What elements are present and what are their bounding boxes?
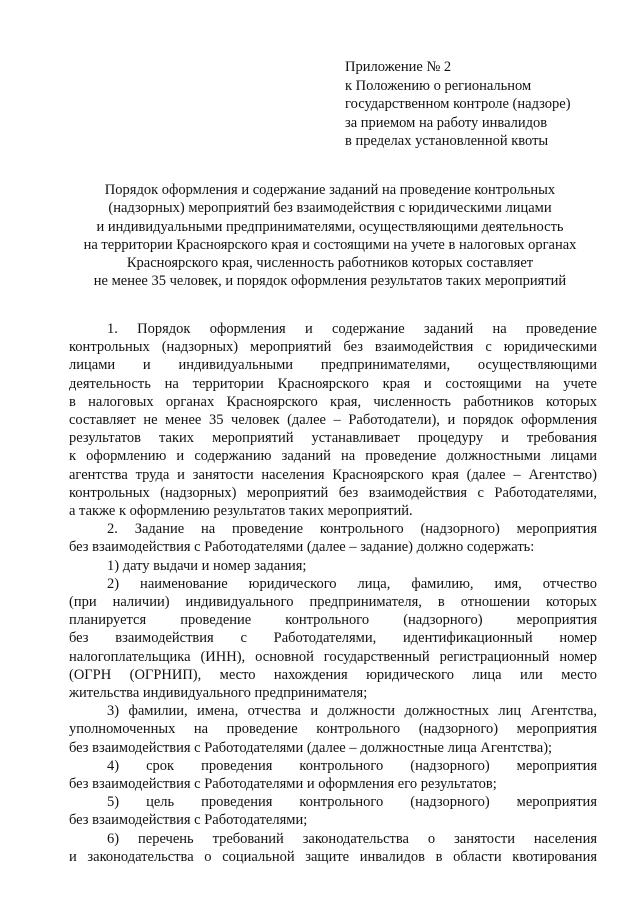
text-line: лицами и индивидуальными предпринимателями, осуществляющими	[69, 357, 597, 374]
text-line: 2) наименование юридического лица, фамилию, имя, отчество	[107, 575, 597, 592]
title-line: на территории Красноярского края и состоящими на учете в налоговых органах	[83, 236, 577, 253]
appendix-header	[345, 58, 571, 151]
text-line: составляет не менее 35 человек (далее – Работодатели), и порядок оформления	[69, 412, 597, 429]
text-line: жительства индивидуального предпринимателя;	[69, 685, 368, 702]
text-line: 6) перечень требований законодательства о занятости населения	[107, 830, 597, 847]
list-item-3	[69, 702, 597, 757]
text-line: деятельность на территории Красноярского края и состоящими на учете	[69, 375, 597, 392]
text-line: 5) цель проведения контрольного (надзорного) мероприятия	[107, 794, 597, 811]
appendix-line: к Положению о региональном	[345, 77, 532, 94]
text-line: без взаимодействия с Работодателями и оформления его результатов;	[69, 776, 497, 793]
paragraph-1	[69, 320, 597, 520]
text-line: контрольных (надзорных) мероприятий без взаимодействия с юридическими	[69, 339, 597, 356]
title-line: и индивидуальными предпринимателями, осуществляющими деятельность	[96, 218, 564, 235]
title-line: (надзорных) мероприятий без взаимодействия с юридическими лицами	[108, 200, 552, 217]
text-line: налогоплательщика (ИНН), основной государственный регистрационный номер	[69, 648, 597, 665]
document-body	[69, 320, 597, 866]
text-line: агентства труда и занятости населения Красноярского края (далее – Агентство)	[69, 466, 597, 483]
text-line: результатов таких мероприятий устанавливает процедуру и требования	[69, 430, 597, 447]
text-line: планируется проведение контрольного (надзорного) мероприятия	[69, 612, 597, 629]
title-line: не менее 35 человек, и порядок оформления результатов таких мероприятий	[93, 273, 567, 290]
list-item-4	[69, 757, 597, 793]
list-item-1	[69, 557, 597, 575]
text-line: 3) фамилии, имена, отчества и должности должностных лиц Агентства,	[107, 703, 597, 720]
text-line: (при наличии) индивидуального предпринимателя, в отношении которых	[69, 594, 597, 611]
text-line: 1) дату выдачи и номер задания;	[107, 557, 307, 574]
appendix-line: за приемом на работу инвалидов	[345, 114, 548, 131]
appendix-line: государственном контроле (надзоре)	[345, 96, 571, 112]
text-line: без взаимодействия с Работодателями (далее – задание) должно содержать:	[69, 539, 535, 556]
list-item-5	[69, 793, 597, 829]
paragraph-2	[69, 520, 597, 556]
text-line: (ОГРН (ОГРНИП), место нахождения юридического лица или место	[69, 666, 597, 683]
title-line: Порядок оформления и содержание заданий на проведение контрольных	[104, 182, 556, 198]
text-line: без взаимодействия с Работодателями, идентификационный номер	[69, 630, 597, 647]
list-item-2	[69, 575, 597, 702]
text-line: и законодательства о социальной защите инвалидов в области квотирования	[69, 848, 597, 865]
text-line: к оформлению и содержанию заданий на проведение должностными лицами	[69, 448, 597, 465]
text-line: 1. Порядок оформления и содержание заданий на проведение	[107, 321, 597, 337]
text-line: без взаимодействия с Работодателями;	[69, 812, 308, 829]
list-item-6	[69, 830, 597, 866]
title-line: Красноярского края, численность работников которых составляет	[126, 255, 534, 272]
text-line: контрольных (надзорных) мероприятий без взаимодействия с Работодателями,	[69, 484, 597, 501]
text-line: без взаимодействия с Работодателями (далее – должностные лица Агентства);	[69, 739, 553, 756]
text-line: 2. Задание на проведение контрольного (надзорного) мероприятия	[107, 521, 597, 538]
text-line: в налоговых органах Красноярского края, численность работников которых	[69, 393, 597, 410]
text-line: 4) срок проведения контрольного (надзорного) мероприятия	[107, 757, 597, 774]
appendix-line: Приложение № 2	[345, 59, 452, 75]
appendix-line: в пределах установленной квоты	[345, 133, 549, 149]
document-title	[40, 181, 620, 291]
text-line: а также к оформлению результатов таких мероприятий.	[69, 503, 413, 520]
text-line: уполномоченных на проведение контрольного (надзорного) мероприятия	[69, 721, 597, 738]
